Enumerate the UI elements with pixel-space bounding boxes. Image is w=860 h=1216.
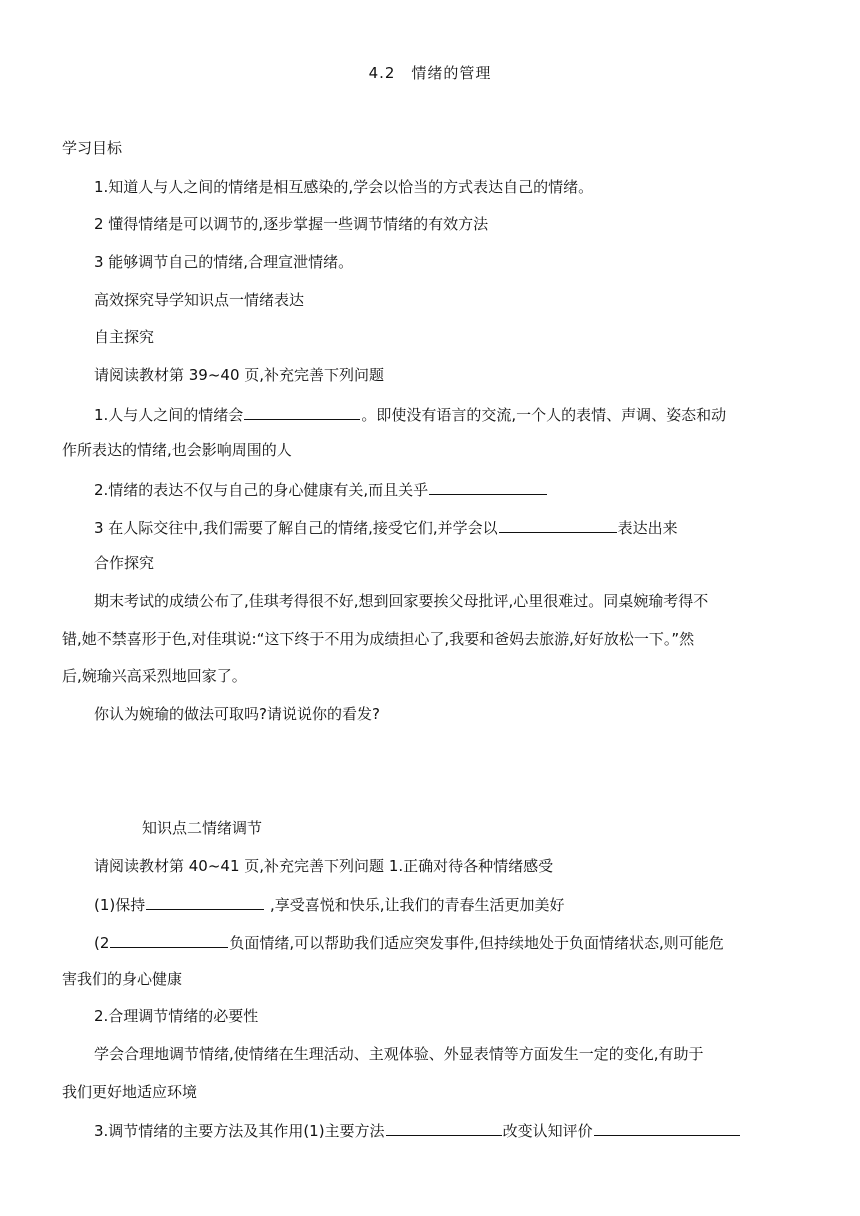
- sub-question-1-text-cont: ,享受喜悦和快乐,让我们的青春生活更加美好: [265, 896, 565, 914]
- answer-blank[interactable]: [146, 893, 264, 910]
- answer-blank[interactable]: [594, 1119, 740, 1136]
- question-2: [94, 478, 802, 500]
- question-1-text-cont: 。即使没有语言的交流,一个人的表情、声调、姿态和动: [361, 406, 727, 424]
- section-heading-learning-goals: 学习目标: [62, 139, 123, 157]
- self-study-heading: 自主探究: [94, 328, 155, 346]
- answer-blank[interactable]: [244, 403, 360, 420]
- goal-item-3: 3 能够调节自己的情绪,合理宣泄情绪。: [94, 253, 354, 271]
- knowledge-point-2-heading: 知识点二情绪调节: [142, 819, 263, 837]
- goal-item-1: 1.知道人与人之间的情绪是相互感染的,学会以恰当的方式表达自己的情绪。: [94, 178, 594, 196]
- necessity-paragraph-line-2: 我们更好地适应环境: [62, 1083, 198, 1101]
- question-2-text: 2.情绪的表达不仅与自己的身心健康有关,而且关乎: [94, 481, 429, 499]
- cooperative-study-heading: 合作探究: [94, 554, 155, 572]
- sub-question-1-text: (1)保持: [94, 896, 146, 914]
- question-3-text: 3 在人际交往中,我们需要了解自己的情绪,接受它们,并学会以: [94, 519, 498, 537]
- sub-question-2: [94, 931, 802, 953]
- question-1-text: 1.人与人之间的情绪会: [94, 406, 244, 424]
- question-3: [94, 516, 802, 538]
- question-methods-text-cont: 改变认知评价: [502, 1122, 593, 1140]
- reading-instruction-2: 请阅读教材第 40~41 页,补充完善下列问题 1.正确对待各种情绪感受: [94, 857, 554, 875]
- case-question: 你认为婉瑜的做法可取吗?请说说你的看发?: [94, 705, 380, 723]
- necessity-paragraph-line-1: 学会合理地调节情绪,使情绪在生理活动、主观体验、外显表情等方面发生一定的变化,有助于: [94, 1045, 704, 1063]
- answer-blank[interactable]: [386, 1119, 502, 1136]
- goal-item-2: 2 懂得情绪是可以调节的,逐步掌握一些调节情绪的有效方法: [94, 215, 489, 233]
- question-methods-text: 3.调节情绪的主要方法及其作用(1)主要方法: [94, 1122, 385, 1140]
- answer-blank[interactable]: [110, 931, 228, 948]
- question-1: [94, 403, 802, 425]
- document-title: 4.2 情绪的管理: [368, 64, 492, 82]
- knowledge-point-1-heading: 高效探究导学知识点一情绪表达: [94, 291, 305, 309]
- sub-question-1: [94, 893, 802, 915]
- case-paragraph-line-2: 错,她不禁喜形于色,对佳琪说:“这下终于不用为成绩担心了,我要和爸妈去旅游,好好放松一下。”然: [62, 630, 695, 648]
- sub-question-2-text-cont: 负面情绪,可以帮助我们适应突发事件,但持续地处于负面情绪状态,则可能危: [229, 934, 724, 952]
- question-methods: [94, 1119, 802, 1141]
- sub-question-2-text: (2: [94, 934, 110, 952]
- question-necessity-heading: 2.合理调节情绪的必要性: [94, 1007, 259, 1025]
- case-paragraph-line-3: 后,婉瑜兴高采烈地回家了。: [62, 667, 247, 685]
- answer-blank[interactable]: [429, 478, 547, 495]
- sub-question-2-cont: 害我们的身心健康: [62, 970, 183, 988]
- question-3-text-cont: 表达出来: [617, 519, 678, 537]
- question-1-cont: 作所表达的情绪,也会影响周围的人: [62, 441, 292, 459]
- reading-instruction-1: 请阅读教材第 39~40 页,补充完善下列问题: [94, 366, 385, 384]
- answer-blank[interactable]: [499, 516, 617, 533]
- case-paragraph-line-1: 期末考试的成绩公布了,佳琪考得很不好,想到回家要挨父母批评,心里很难过。同桌婉瑜考得不: [94, 592, 709, 610]
